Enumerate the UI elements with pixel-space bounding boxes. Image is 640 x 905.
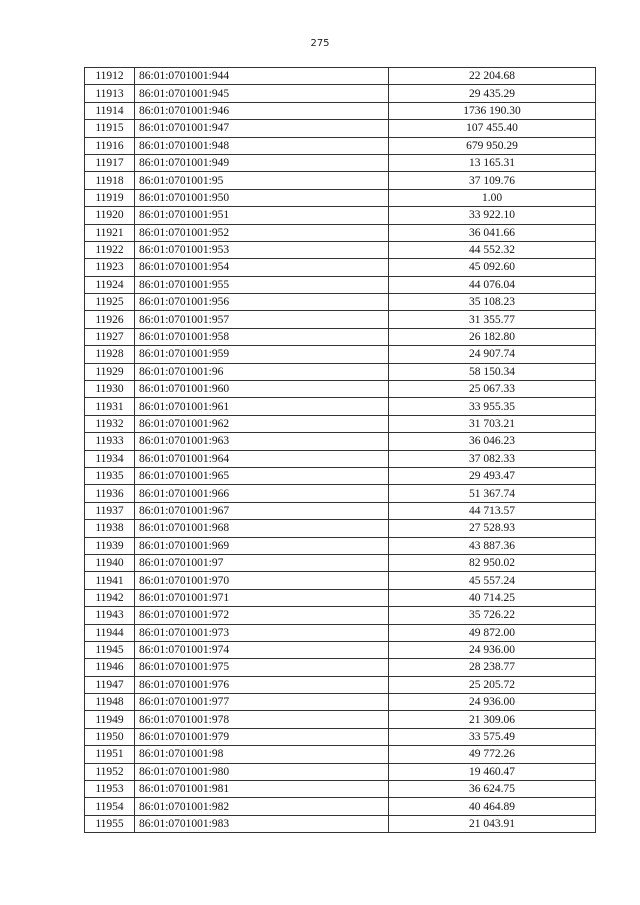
cadastral-value-table [84, 67, 596, 833]
row-number: 11918 [85, 172, 135, 189]
row-number: 11951 [85, 746, 135, 763]
row-number: 11926 [85, 311, 135, 328]
cadastral-value: 21 043.91 [389, 815, 596, 832]
cadastral-value: 40 464.89 [389, 798, 596, 815]
table-row [85, 85, 596, 102]
cadastral-number: 86:01:0701001:969 [135, 537, 389, 554]
cadastral-value: 44 552.32 [389, 241, 596, 258]
row-number: 11954 [85, 798, 135, 815]
cadastral-value: 1736 190.30 [389, 102, 596, 119]
row-number: 11914 [85, 102, 135, 119]
row-number: 11915 [85, 120, 135, 137]
row-number: 11944 [85, 624, 135, 641]
cadastral-value: 37 082.33 [389, 450, 596, 467]
cadastral-value: 45 092.60 [389, 259, 596, 276]
row-number: 11934 [85, 450, 135, 467]
row-number: 11946 [85, 659, 135, 676]
cadastral-value: 19 460.47 [389, 763, 596, 780]
table-row [85, 746, 596, 763]
row-number: 11916 [85, 137, 135, 154]
cadastral-number: 86:01:0701001:95 [135, 172, 389, 189]
cadastral-number: 86:01:0701001:947 [135, 120, 389, 137]
cadastral-number: 86:01:0701001:944 [135, 68, 389, 85]
cadastral-number: 86:01:0701001:945 [135, 85, 389, 102]
table-row [85, 537, 596, 554]
cadastral-value: 27 528.93 [389, 520, 596, 537]
cadastral-number: 86:01:0701001:977 [135, 694, 389, 711]
cadastral-value: 51 367.74 [389, 485, 596, 502]
cadastral-number: 86:01:0701001:983 [135, 815, 389, 832]
table-row [85, 502, 596, 519]
cadastral-number: 86:01:0701001:959 [135, 346, 389, 363]
row-number: 11942 [85, 589, 135, 606]
cadastral-value: 82 950.02 [389, 554, 596, 571]
table-row [85, 467, 596, 484]
cadastral-value: 28 238.77 [389, 659, 596, 676]
cadastral-number: 86:01:0701001:963 [135, 433, 389, 450]
table-body [85, 68, 596, 833]
table-row [85, 433, 596, 450]
cadastral-number: 86:01:0701001:979 [135, 728, 389, 745]
table-row [85, 554, 596, 571]
table-row [85, 520, 596, 537]
table-row [85, 346, 596, 363]
table-row [85, 68, 596, 85]
table-row [85, 276, 596, 293]
cadastral-value: 21 309.06 [389, 711, 596, 728]
row-number: 11945 [85, 641, 135, 658]
table-row [85, 798, 596, 815]
cadastral-value: 24 936.00 [389, 694, 596, 711]
table-row [85, 589, 596, 606]
row-number: 11953 [85, 781, 135, 798]
row-number: 11937 [85, 502, 135, 519]
table-row [85, 381, 596, 398]
cadastral-number: 86:01:0701001:955 [135, 276, 389, 293]
cadastral-number: 86:01:0701001:982 [135, 798, 389, 815]
cadastral-value: 33 575.49 [389, 728, 596, 745]
cadastral-value: 36 041.66 [389, 224, 596, 241]
cadastral-number: 86:01:0701001:973 [135, 624, 389, 641]
cadastral-number: 86:01:0701001:960 [135, 381, 389, 398]
cadastral-number: 86:01:0701001:980 [135, 763, 389, 780]
table-row [85, 572, 596, 589]
table-row [85, 311, 596, 328]
table-row [85, 624, 596, 641]
cadastral-value: 1.00 [389, 189, 596, 206]
row-number: 11927 [85, 328, 135, 345]
cadastral-number: 86:01:0701001:952 [135, 224, 389, 241]
cadastral-value: 49 872.00 [389, 624, 596, 641]
table-row [85, 728, 596, 745]
cadastral-number: 86:01:0701001:96 [135, 363, 389, 380]
page-number: 275 [310, 38, 330, 49]
cadastral-number: 86:01:0701001:950 [135, 189, 389, 206]
table-row [85, 641, 596, 658]
cadastral-number: 86:01:0701001:978 [135, 711, 389, 728]
row-number: 11919 [85, 189, 135, 206]
row-number: 11924 [85, 276, 135, 293]
cadastral-number: 86:01:0701001:948 [135, 137, 389, 154]
cadastral-value: 45 557.24 [389, 572, 596, 589]
table-row [85, 659, 596, 676]
row-number: 11941 [85, 572, 135, 589]
table-row [85, 294, 596, 311]
cadastral-number: 86:01:0701001:970 [135, 572, 389, 589]
cadastral-value: 24 907.74 [389, 346, 596, 363]
cadastral-value: 37 109.76 [389, 172, 596, 189]
cadastral-value: 49 772.26 [389, 746, 596, 763]
cadastral-number: 86:01:0701001:975 [135, 659, 389, 676]
row-number: 11950 [85, 728, 135, 745]
cadastral-number: 86:01:0701001:972 [135, 607, 389, 624]
cadastral-number: 86:01:0701001:971 [135, 589, 389, 606]
table-row [85, 694, 596, 711]
cadastral-value: 35 726.22 [389, 607, 596, 624]
row-number: 11955 [85, 815, 135, 832]
cadastral-number: 86:01:0701001:962 [135, 415, 389, 432]
row-number: 11938 [85, 520, 135, 537]
cadastral-value: 22 204.68 [389, 68, 596, 85]
row-number: 11939 [85, 537, 135, 554]
cadastral-value: 26 182.80 [389, 328, 596, 345]
table-row [85, 259, 596, 276]
row-number: 11917 [85, 154, 135, 171]
cadastral-value: 679 950.29 [389, 137, 596, 154]
row-number: 11948 [85, 694, 135, 711]
cadastral-number: 86:01:0701001:953 [135, 241, 389, 258]
cadastral-value: 31 703.21 [389, 415, 596, 432]
table-row [85, 154, 596, 171]
row-number: 11921 [85, 224, 135, 241]
row-number: 11930 [85, 381, 135, 398]
cadastral-number: 86:01:0701001:964 [135, 450, 389, 467]
table-row [85, 102, 596, 119]
cadastral-number: 86:01:0701001:974 [135, 641, 389, 658]
cadastral-value: 40 714.25 [389, 589, 596, 606]
cadastral-value: 58 150.34 [389, 363, 596, 380]
row-number: 11952 [85, 763, 135, 780]
cadastral-value: 43 887.36 [389, 537, 596, 554]
cadastral-number: 86:01:0701001:981 [135, 781, 389, 798]
cadastral-number: 86:01:0701001:97 [135, 554, 389, 571]
cadastral-value: 35 108.23 [389, 294, 596, 311]
cadastral-number: 86:01:0701001:967 [135, 502, 389, 519]
table-row [85, 172, 596, 189]
table-row [85, 450, 596, 467]
table-row [85, 607, 596, 624]
table-row [85, 676, 596, 693]
table-row [85, 137, 596, 154]
cadastral-number: 86:01:0701001:949 [135, 154, 389, 171]
cadastral-number: 86:01:0701001:976 [135, 676, 389, 693]
cadastral-value: 33 955.35 [389, 398, 596, 415]
row-number: 11949 [85, 711, 135, 728]
cadastral-value: 107 455.40 [389, 120, 596, 137]
row-number: 11929 [85, 363, 135, 380]
table-row [85, 711, 596, 728]
cadastral-number: 86:01:0701001:966 [135, 485, 389, 502]
table-row [85, 224, 596, 241]
row-number: 11947 [85, 676, 135, 693]
row-number: 11928 [85, 346, 135, 363]
table-row [85, 207, 596, 224]
cadastral-number: 86:01:0701001:98 [135, 746, 389, 763]
row-number: 11932 [85, 415, 135, 432]
table-row [85, 485, 596, 502]
cadastral-number: 86:01:0701001:957 [135, 311, 389, 328]
cadastral-value: 29 435.29 [389, 85, 596, 102]
cadastral-value: 36 046.23 [389, 433, 596, 450]
row-number: 11931 [85, 398, 135, 415]
table-row [85, 363, 596, 380]
table-row [85, 189, 596, 206]
cadastral-number: 86:01:0701001:954 [135, 259, 389, 276]
cadastral-number: 86:01:0701001:951 [135, 207, 389, 224]
row-number: 11923 [85, 259, 135, 276]
cadastral-value: 31 355.77 [389, 311, 596, 328]
cadastral-number: 86:01:0701001:956 [135, 294, 389, 311]
cadastral-number: 86:01:0701001:958 [135, 328, 389, 345]
table-row [85, 398, 596, 415]
cadastral-number: 86:01:0701001:965 [135, 467, 389, 484]
cadastral-number: 86:01:0701001:946 [135, 102, 389, 119]
row-number: 11922 [85, 241, 135, 258]
row-number: 11933 [85, 433, 135, 450]
cadastral-value: 25 205.72 [389, 676, 596, 693]
row-number: 11912 [85, 68, 135, 85]
cadastral-value: 24 936.00 [389, 641, 596, 658]
table-row [85, 781, 596, 798]
row-number: 11913 [85, 85, 135, 102]
cadastral-value: 36 624.75 [389, 781, 596, 798]
cadastral-value: 44 076.04 [389, 276, 596, 293]
table-row [85, 815, 596, 832]
table-row [85, 241, 596, 258]
table-row [85, 328, 596, 345]
cadastral-value: 33 922.10 [389, 207, 596, 224]
cadastral-value: 25 067.33 [389, 381, 596, 398]
cadastral-value: 44 713.57 [389, 502, 596, 519]
cadastral-number: 86:01:0701001:968 [135, 520, 389, 537]
cadastral-number: 86:01:0701001:961 [135, 398, 389, 415]
table-row [85, 415, 596, 432]
cadastral-value: 13 165.31 [389, 154, 596, 171]
row-number: 11920 [85, 207, 135, 224]
row-number: 11943 [85, 607, 135, 624]
row-number: 11936 [85, 485, 135, 502]
row-number: 11940 [85, 554, 135, 571]
table-row [85, 763, 596, 780]
cadastral-value: 29 493.47 [389, 467, 596, 484]
row-number: 11925 [85, 294, 135, 311]
table-row [85, 120, 596, 137]
row-number: 11935 [85, 467, 135, 484]
